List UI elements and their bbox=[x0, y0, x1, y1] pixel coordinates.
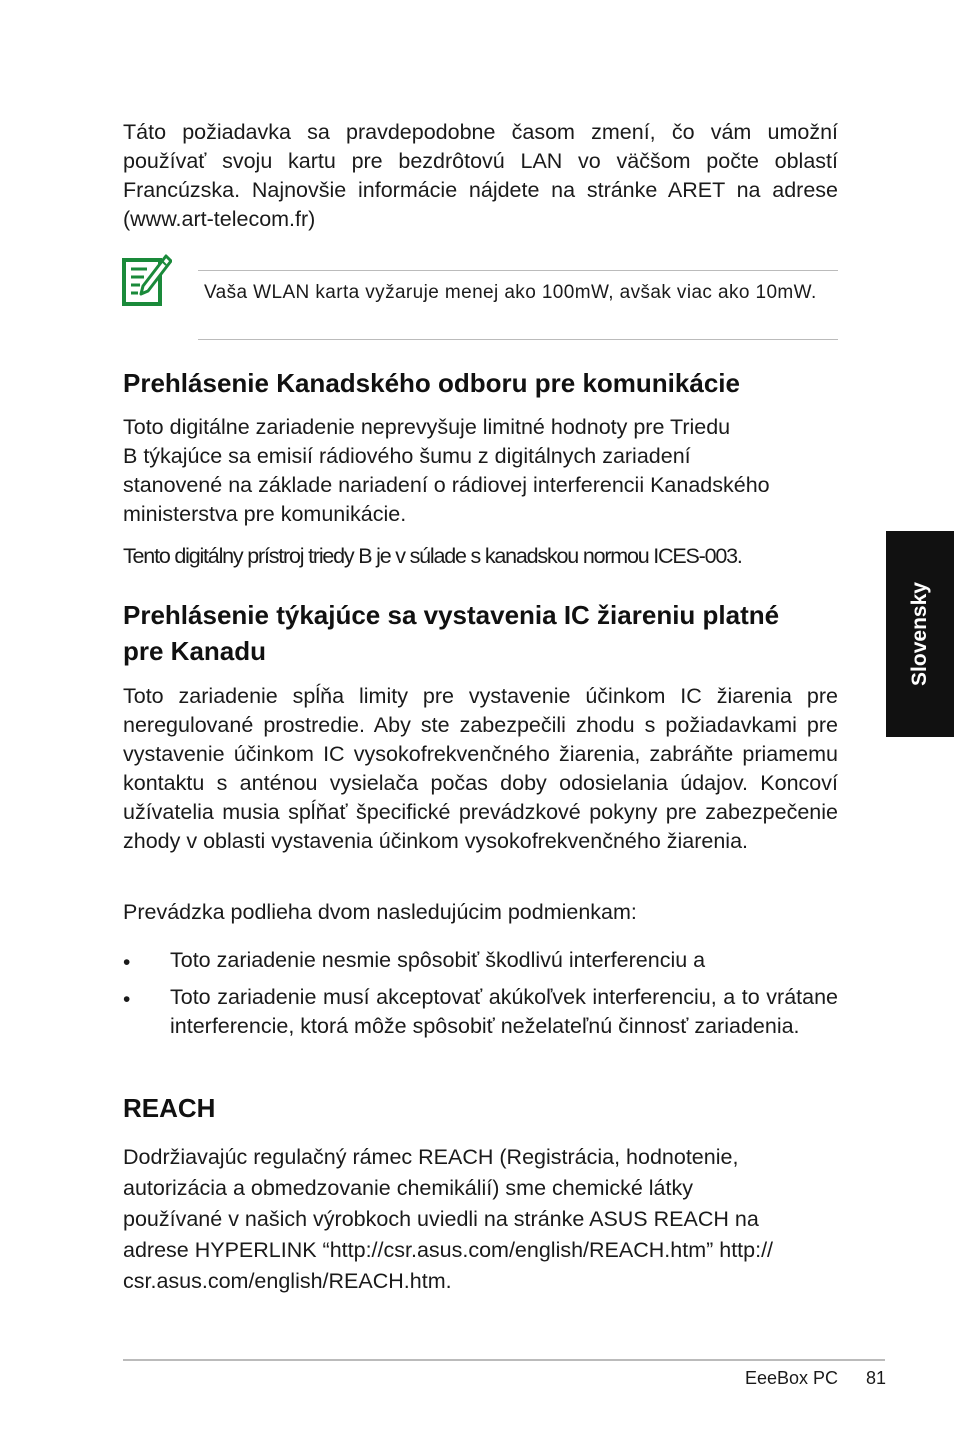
note-text: Vaša WLAN karta vyžaruje menej ako 100mW, avšak viac ako 10mW. bbox=[204, 282, 817, 303]
canada-ices-paragraph: Tento digitálny prístroj triedy B je v súlade s kanadskou normou ICES-003. bbox=[123, 544, 742, 568]
bullet-marker: • bbox=[123, 988, 131, 1011]
reach-paragraph bbox=[123, 1142, 838, 1297]
bullet-item-1: Toto zariadenie nesmie spôsobiť škodlivú interferenciu a bbox=[170, 948, 706, 972]
note-top-divider bbox=[198, 270, 838, 271]
canada-paragraph bbox=[123, 413, 838, 529]
bullet-item-2: Toto zariadenie musí akceptovať akúkoľvek interferenciu, a to vrátane interferencie, ktorá môže spôsobiť neželateľnú činnosť zariadenia. bbox=[170, 985, 838, 1038]
note-pencil-icon bbox=[122, 254, 172, 308]
reach-line-3: používané v našich výrobkoch uviedli na stránke ASUS REACH na bbox=[123, 1207, 759, 1231]
reach-heading: REACH bbox=[123, 1093, 216, 1123]
reach-line-1: Dodržiavajúc regulačný rámec REACH (Registrácia, hodnotenie, bbox=[123, 1145, 739, 1169]
reach-line-5: csr.asus.com/english/REACH.htm. bbox=[123, 1269, 452, 1293]
intro-paragraph: Táto požiadavka sa pravdepodobne časom zmení, čo vám umožní používať svoju kartu pre bezdrôtovú LAN vo väčšom počte oblastí Francúzska. Najnovšie informácie nájdete na stránke ARET na adrese (www.art-telecom.fr) bbox=[123, 120, 838, 231]
ic-conditions-intro: Prevádzka podlieha dvom nasledujúcim podmienkam: bbox=[123, 900, 637, 924]
note-bottom-divider bbox=[198, 339, 838, 340]
reach-line-4: adrese HYPERLINK “http://csr.asus.com/english/REACH.htm” http:// bbox=[123, 1238, 774, 1262]
reach-line-2: autorizácia a obmedzovanie chemikálií) sme chemické látky bbox=[123, 1176, 693, 1200]
language-tab-label: Slovensky bbox=[908, 582, 931, 686]
canada-line-4: ministerstva pre komunikácie. bbox=[123, 502, 407, 526]
footer-product-name: EeeBox PC bbox=[744, 1368, 838, 1388]
bullet-marker: • bbox=[123, 951, 131, 974]
language-side-tab bbox=[886, 531, 954, 737]
ic-heading: Prehlásenie týkajúce sa vystavenia IC žiareniu platné pre Kanadu bbox=[123, 600, 780, 666]
footer-page-number: 81 bbox=[865, 1368, 886, 1388]
ic-paragraph: Toto zariadenie spĺňa limity pre vystavenie účinkom IC žiarenia pre neregulované prostredie. Aby ste zabezpečili zhodu s požiadavkami pre vystavenie účinkom IC vysokofrekvenčného žiarenia, zabráňte priamemu kontaktu s anténou vysielača počas doby odosielania údajov. Koncoví užívatelia musia spĺňať špecifické prevádzkové pokyny pre zabezpečenie zhody v oblasti vystavenia účinkom vysokofrekvenčného žiarenia. bbox=[123, 684, 838, 853]
footer-divider bbox=[123, 1359, 885, 1361]
canada-line-3: stanovené na základe nariadení o rádiovej interferencii Kanadského bbox=[123, 473, 770, 497]
canada-heading: Prehlásenie Kanadského odboru pre komunikácie bbox=[123, 368, 740, 398]
canada-line-2: B týkajúce sa emisií rádiového šumu z digitálnych zariadení bbox=[123, 444, 691, 468]
canada-line-1: Toto digitálne zariadenie neprevyšuje limitné hodnoty pre Triedu bbox=[123, 415, 731, 439]
